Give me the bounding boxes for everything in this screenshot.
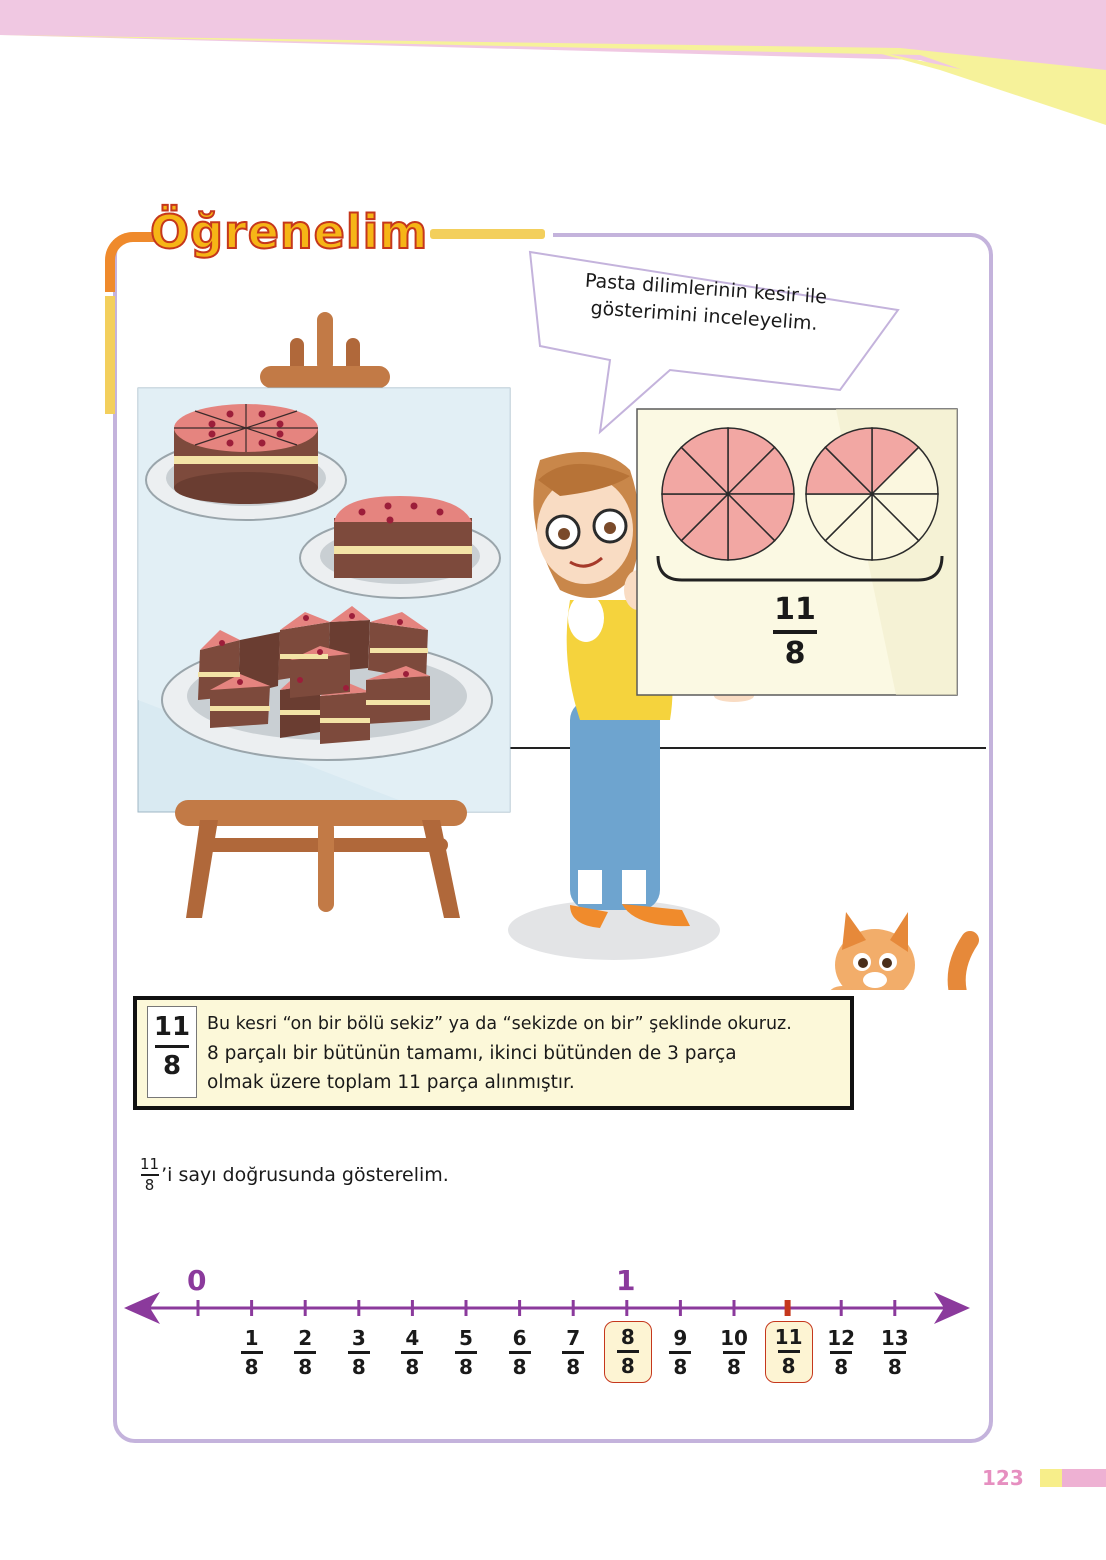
tick-label-numerator: 12 xyxy=(827,1326,856,1350)
page-number-accent-yellow xyxy=(1040,1469,1062,1487)
info-fraction xyxy=(147,1006,197,1098)
number-line-marked-point xyxy=(785,1300,791,1316)
title-underline-accent xyxy=(430,229,545,239)
tick-label-fraction xyxy=(392,1326,432,1379)
tick-label-fraction xyxy=(821,1326,861,1379)
board-fraction xyxy=(760,592,830,672)
fraction-bar xyxy=(455,1351,477,1354)
tick-label-numerator: 8 xyxy=(620,1325,635,1349)
fraction-bar xyxy=(617,1350,639,1353)
tick-label-numerator: 9 xyxy=(673,1326,688,1350)
tick-label-numerator: 5 xyxy=(459,1326,473,1350)
frame-corner-accent xyxy=(105,232,155,292)
tick-label-numerator: 4 xyxy=(405,1326,420,1350)
info-fraction-numerator: 11 xyxy=(153,1012,191,1042)
tick-label-fraction xyxy=(553,1326,593,1379)
info-text xyxy=(207,1010,857,1097)
tick-label-fraction xyxy=(285,1326,325,1379)
board-fraction-numerator: 11 xyxy=(774,592,816,627)
fraction-bar xyxy=(778,1350,800,1353)
section-title: Öğrenelim xyxy=(150,205,429,259)
tick-label-fraction xyxy=(875,1326,915,1379)
fraction-bar xyxy=(830,1351,852,1354)
tick-label-numerator: 2 xyxy=(298,1326,313,1350)
tick-label-numerator: 3 xyxy=(351,1326,366,1350)
fraction-bar xyxy=(884,1351,906,1354)
pie-whole-1 xyxy=(662,428,794,560)
tick-label-numerator: 10 xyxy=(720,1326,748,1350)
fraction-bar xyxy=(723,1351,745,1354)
fraction-bar xyxy=(401,1351,423,1354)
number-line-instruction xyxy=(140,1156,449,1194)
tick-label-denominator: 8 xyxy=(512,1354,527,1379)
tick-label-denominator: 8 xyxy=(244,1354,259,1379)
tick-label-fraction xyxy=(446,1326,486,1379)
tick-label-denominator: 8 xyxy=(673,1354,688,1379)
tick-label-denominator: 8 xyxy=(887,1354,902,1379)
tick-label-fraction xyxy=(232,1326,272,1379)
intro-fraction-numerator: 11 xyxy=(140,1155,160,1173)
info-line: Bu kesri “on bir bölü sekiz” ya da “sekizde on bir” şeklinde okuruz. xyxy=(207,1014,792,1034)
cakes-poster-illustration xyxy=(138,388,510,812)
tick-label-denominator: 8 xyxy=(298,1354,313,1379)
tick-label-numerator: 7 xyxy=(566,1326,581,1350)
tick-label-denominator: 8 xyxy=(405,1354,420,1379)
tick-label-fraction xyxy=(765,1321,813,1383)
cat-illustration xyxy=(828,912,990,990)
tick-label-denominator: 8 xyxy=(727,1354,741,1379)
number-line-one-label: 1 xyxy=(616,1264,636,1297)
board-fraction-denominator: 8 xyxy=(784,636,806,671)
fraction-bar xyxy=(241,1351,263,1354)
tick-label-fraction xyxy=(339,1326,379,1379)
tick-label-fraction xyxy=(660,1326,700,1379)
tick-label-numerator: 6 xyxy=(512,1326,527,1350)
pie-whole-2 xyxy=(806,428,938,560)
fraction-bar xyxy=(294,1351,316,1354)
tick-label-numerator: 13 xyxy=(880,1326,909,1350)
fraction-bar xyxy=(669,1351,691,1354)
tick-label-denominator: 8 xyxy=(351,1354,366,1379)
tick-label-denominator: 8 xyxy=(566,1354,581,1379)
tick-label-denominator: 8 xyxy=(620,1353,635,1378)
fraction-bar xyxy=(773,630,817,634)
fraction-bar xyxy=(509,1351,531,1354)
intro-text: ’i sayı doğrusunda gösterelim. xyxy=(161,1163,449,1186)
intro-fraction-denominator: 8 xyxy=(144,1175,155,1194)
page-number: 123 xyxy=(982,1466,1024,1490)
intro-fraction xyxy=(140,1156,159,1194)
tick-label-fraction xyxy=(604,1321,652,1383)
number-line-zero-label: 0 xyxy=(187,1264,207,1297)
fraction-bar xyxy=(562,1351,584,1354)
info-line: olmak üzere toplam 11 parça alınmıştır. xyxy=(207,1072,575,1093)
tick-label-fraction xyxy=(500,1326,540,1379)
easel-bottom-illustration xyxy=(175,800,467,918)
tick-label-fraction xyxy=(714,1326,754,1379)
info-fraction-denominator: 8 xyxy=(162,1051,182,1081)
tick-label-denominator: 8 xyxy=(834,1354,849,1379)
info-line: 8 parçalı bir bütünün tamamı, ikinci bütünden de 3 parça xyxy=(207,1043,737,1064)
fraction-bar xyxy=(155,1045,189,1048)
speech-bubble-text: Pasta dilimlerinin kesir ile gösterimini inceleyelim. xyxy=(584,269,828,335)
frame-side-accent xyxy=(105,296,115,414)
tick-label-numerator: 11 xyxy=(774,1325,803,1349)
fraction-bar xyxy=(348,1351,370,1354)
page-number-accent-pink xyxy=(1062,1469,1106,1487)
tick-label-denominator: 8 xyxy=(781,1353,796,1378)
header-decoration xyxy=(0,0,1106,140)
tick-label-denominator: 8 xyxy=(459,1354,473,1379)
tick-label-numerator: 1 xyxy=(244,1326,259,1350)
easel-top-illustration xyxy=(260,312,390,388)
